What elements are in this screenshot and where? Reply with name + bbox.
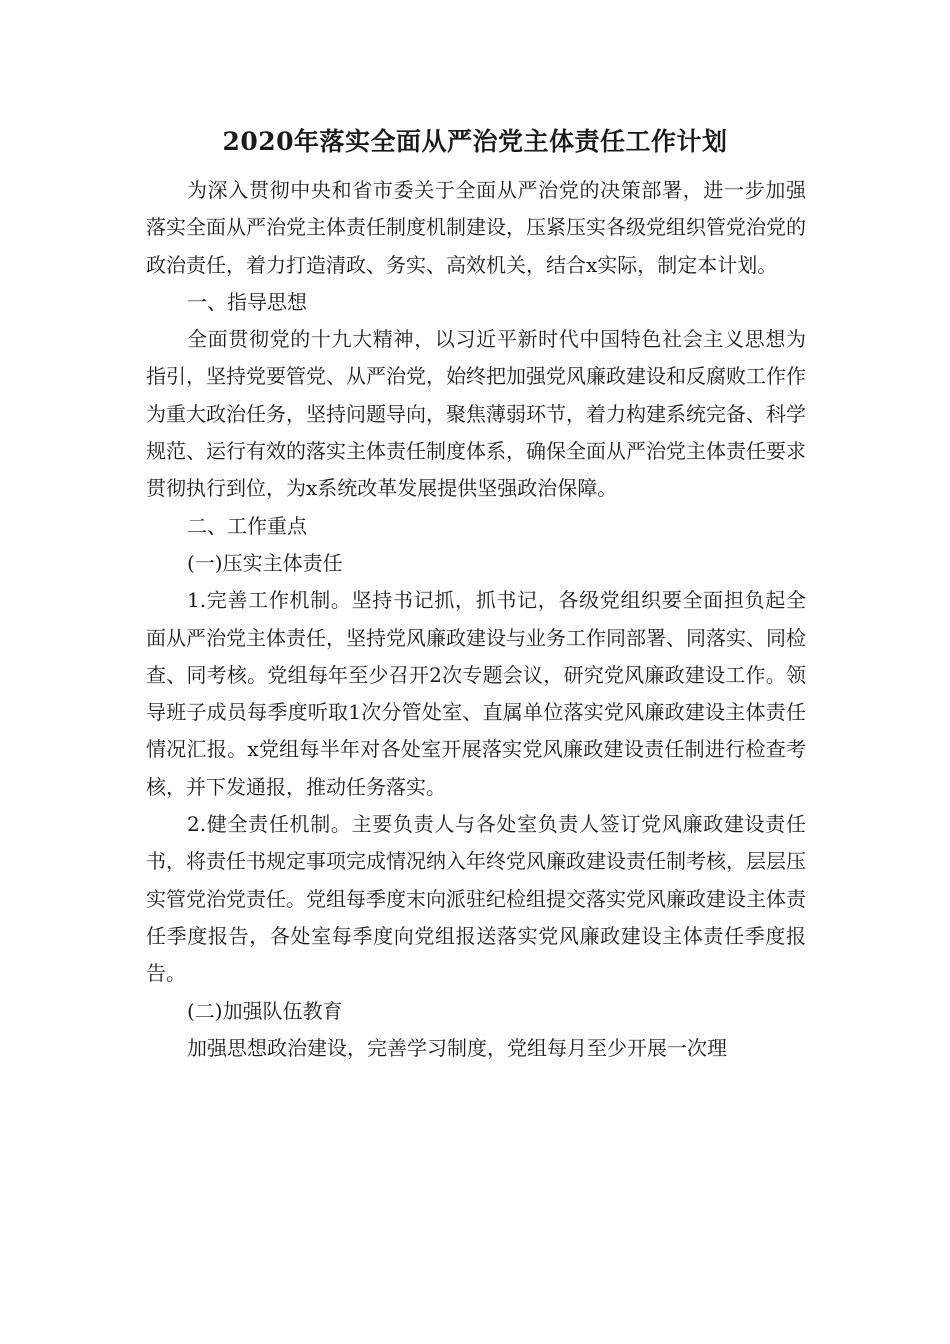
item-paragraph-work-mechanism: 1.完善工作机制。坚持书记抓，抓书记，各级党组织要全面担负起全面从严治党主体责任，坚持党风廉政建设与业务工作同部署、同落实、同检查、同考核。党组每年至少召开2次专题会议，研究党风廉政建设工作。领导班子成员每季度听取1次分管处室、直属单位落实党风廉政建设主体责任情况汇报。x党组每半年对各处室开展落实党风廉政建设责任制进行检查考核，并下发通报，推动任务落实。 [146,588,806,799]
document-title: 2020年落实全面从严治党主体责任工作计划 [222,127,728,156]
section-heading-work-focus: 二、工作重点 [187,513,307,538]
subsection-heading-main-responsibility: (一)压实主体责任 [187,550,343,575]
item-paragraph-responsibility-mechanism: 2.健全责任机制。主要负责人与各处室负责人签订党风廉政建设责任书，将责任书规定事项完成情况纳入年终党风廉政建设责任制考核，层层压实管党治党责任。党组每季度末向派驻纪检组提交落实党风廉政建设主体责任季度报告，各处室每季度向党组报送落实党风廉政建设主体责任季度报告。 [146,812,806,986]
team-education-paragraph: 加强思想政治建设，完善学习制度，党组每月至少开展一次理 [187,1035,727,1060]
document-body [146,172,806,1067]
guiding-ideology-paragraph: 全面贯彻党的十九大精神，以习近平新时代中国特色社会主义思想为指引，坚持党要管党、从严治党，始终把加强党风廉政建设和反腐败工作作为重大政治任务，坚持问题导向，聚焦薄弱环节，着力构建系统完备、科学规范、运行有效的落实主体责任制度体系，确保全面从严治党主体责任要求贯彻执行到位，为x系统改革发展提供坚强政治保障。 [146,327,806,501]
subsection-heading-team-education: (二)加强队伍教育 [187,998,343,1023]
section-heading-guiding-ideology: 一、指导思想 [187,289,307,314]
intro-paragraph: 为深入贯彻中央和省市委关于全面从严治党的决策部署，进一步加强落实全面从严治党主体责任制度机制建设，压紧压实各级党组织管党治党的政治责任，着力打造清政、务实、高效机关，结合x实际，制定本计划。 [146,178,806,277]
